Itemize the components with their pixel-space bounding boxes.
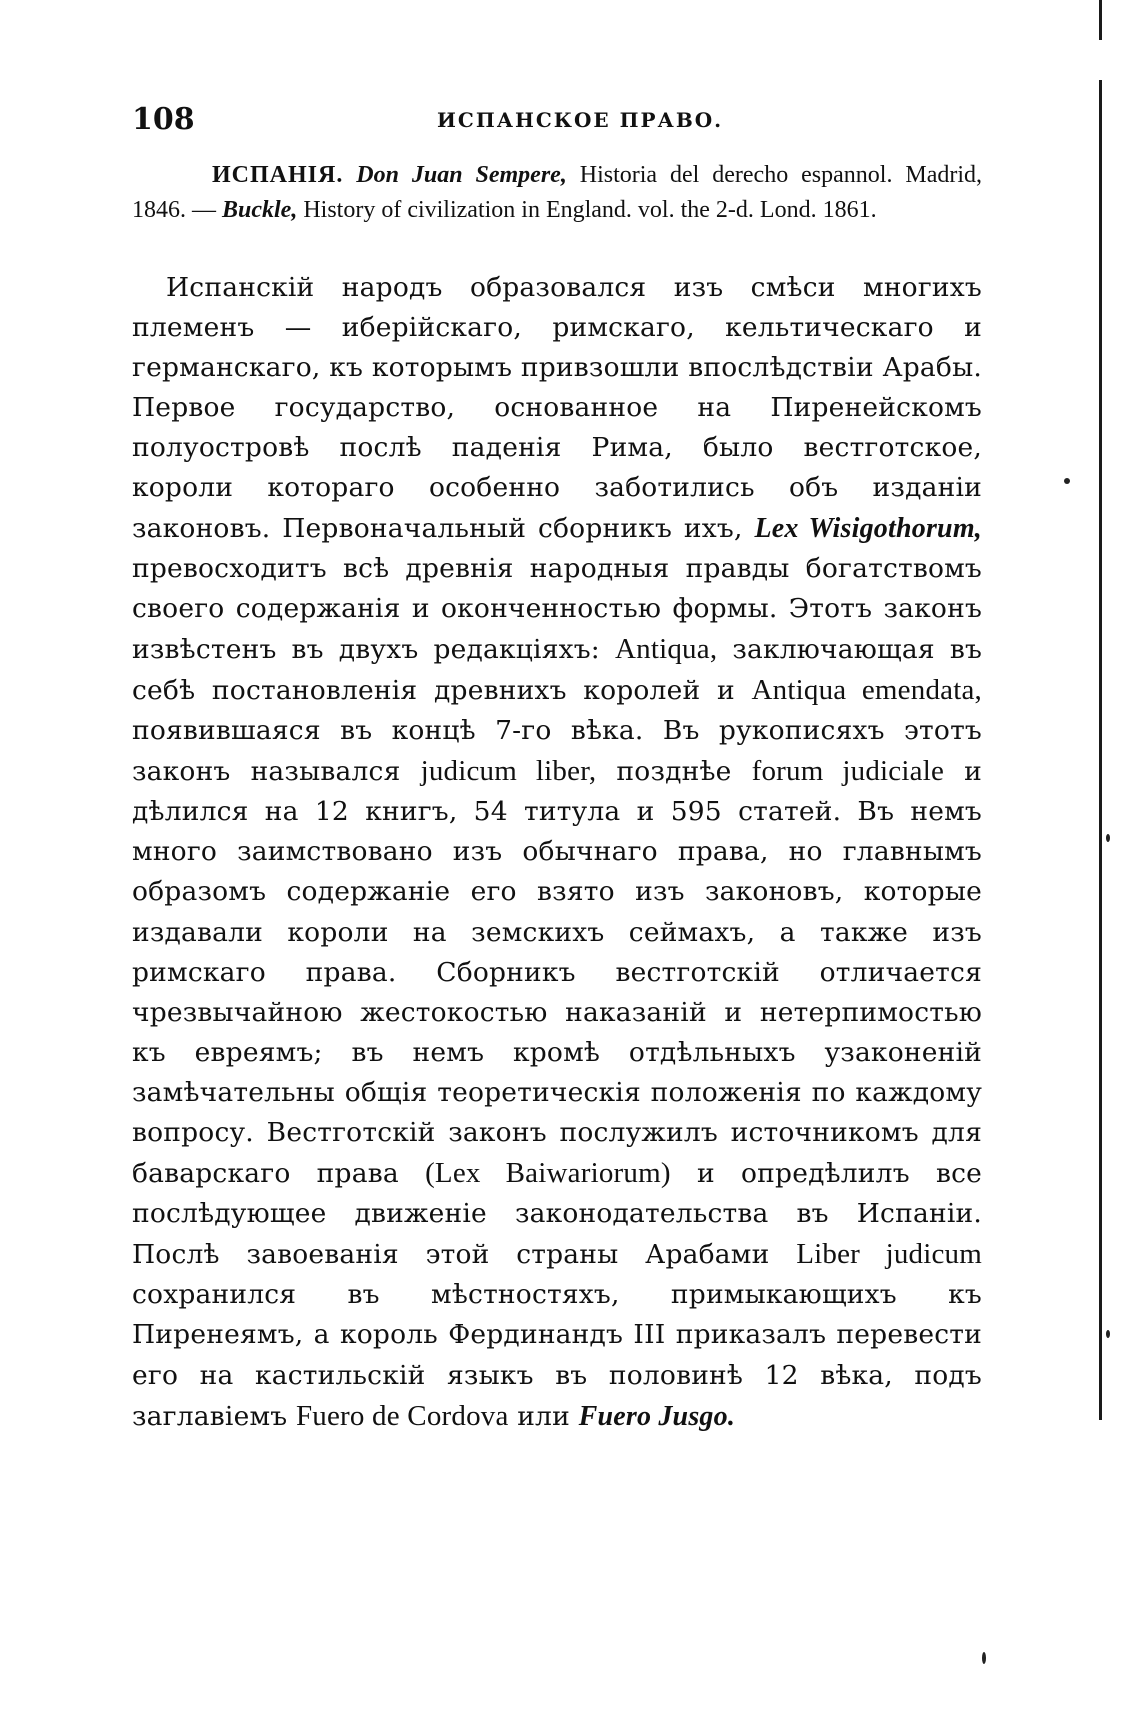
bibliography-note: [132, 158, 982, 228]
paragraph-text: позднѣе: [616, 756, 732, 788]
page-number: 108: [132, 102, 195, 137]
latin-term: Antiqua,: [615, 632, 718, 665]
paragraph-text: или: [517, 1400, 570, 1432]
paragraph-text: появившаяся въ концѣ 7-го вѣка. Въ рукописяхъ этотъ законъ назывался: [132, 715, 982, 788]
page-header: [132, 102, 982, 142]
paragraph-text: сохранился въ мѣстностяхъ, примыкающихъ къ Пиренеямъ, а король Фердинандъ III приказалъ перевести его на кастильскій языкъ въ половинѣ 12 вѣка, подъ заглавіемъ: [132, 1279, 982, 1432]
scan-speck: [1106, 834, 1110, 842]
paragraph-text: и опредѣлилъ все послѣдующее движеніе законодательства въ Испаніи. Послѣ завоеванія этой страны Арабами: [132, 1158, 983, 1271]
latin-term: Liber judicum: [796, 1238, 983, 1271]
scan-speck: [1064, 478, 1070, 484]
bibliography-author: Don Juan Sempere,: [356, 162, 567, 188]
latin-term: Fuero Jusgo.: [578, 1400, 736, 1432]
latin-term: Fuero de Cordova: [295, 1399, 509, 1432]
paragraph-text: заключающая въ себѣ постановленія древнихъ королей и: [132, 633, 983, 706]
running-title: ИСПАНСКОЕ ПРАВО.: [437, 108, 724, 132]
bibliography-heading: ИСПАНІЯ.: [212, 162, 344, 188]
bibliography-author: Buckle,: [222, 197, 298, 223]
bibliography-work: History of civilization in England. vol. the 2-d. Lond. 1861.: [303, 197, 877, 223]
page-edge-line: [1099, 80, 1102, 1420]
main-paragraph: [132, 268, 982, 1437]
paragraph-text: и дѣлился на 12 книгъ, 54 титула и 595 статей. Въ немъ много заимствовано изъ обычнаго права, но главнымъ образомъ содержаніе его взято изъ законовъ, которые издавали короли на земскихъ сеймахъ, а также изъ римскаго права. Сборникъ вестготскій отличается чрезвычайною жестокостью наказаній и нетерпимостью къ евреямъ; въ немъ кромѣ отдѣльныхъ узаконеній замѣчательны общія теоретическія положенія по каждому вопросу. Вестготскій законъ послужилъ источникомъ для баварскаго права: [132, 756, 982, 1190]
paragraph-text: Испанскій народъ образовался изъ смѣси многихъ племенъ — иберійскаго, римскаго, кельтическаго и германскаго, къ которымъ привзошли впослѣдствіи Арабы. Первое государство, основанное на Пиренейскомъ полуостровѣ послѣ паденія Рима, было вестготское, короли котораго особенно заботились объ изданіи законовъ. Первоначальный сборникъ ихъ,: [132, 272, 982, 544]
latin-term: (Lex Baiwariorum): [425, 1157, 671, 1190]
latin-term: Lex Wisigothorum,: [754, 512, 982, 544]
latin-term: Antiqua emendata,: [751, 673, 983, 706]
latin-term: judicum liber,: [420, 755, 597, 788]
paragraph-text: превосходитъ всѣ древнія народныя правды богатствомъ своего содержанія и оконченностью формы. Этотъ законъ извѣстенъ въ двухъ редакціяхъ:: [132, 552, 982, 665]
scan-speck: [1106, 1330, 1110, 1338]
page-edge-tick: [1099, 0, 1102, 40]
latin-term: forum judiciale: [751, 755, 945, 788]
bibliography-work: Historia del derecho espannol. Madrid, 1846. —: [132, 162, 983, 223]
scan-speck: [982, 1652, 986, 1664]
